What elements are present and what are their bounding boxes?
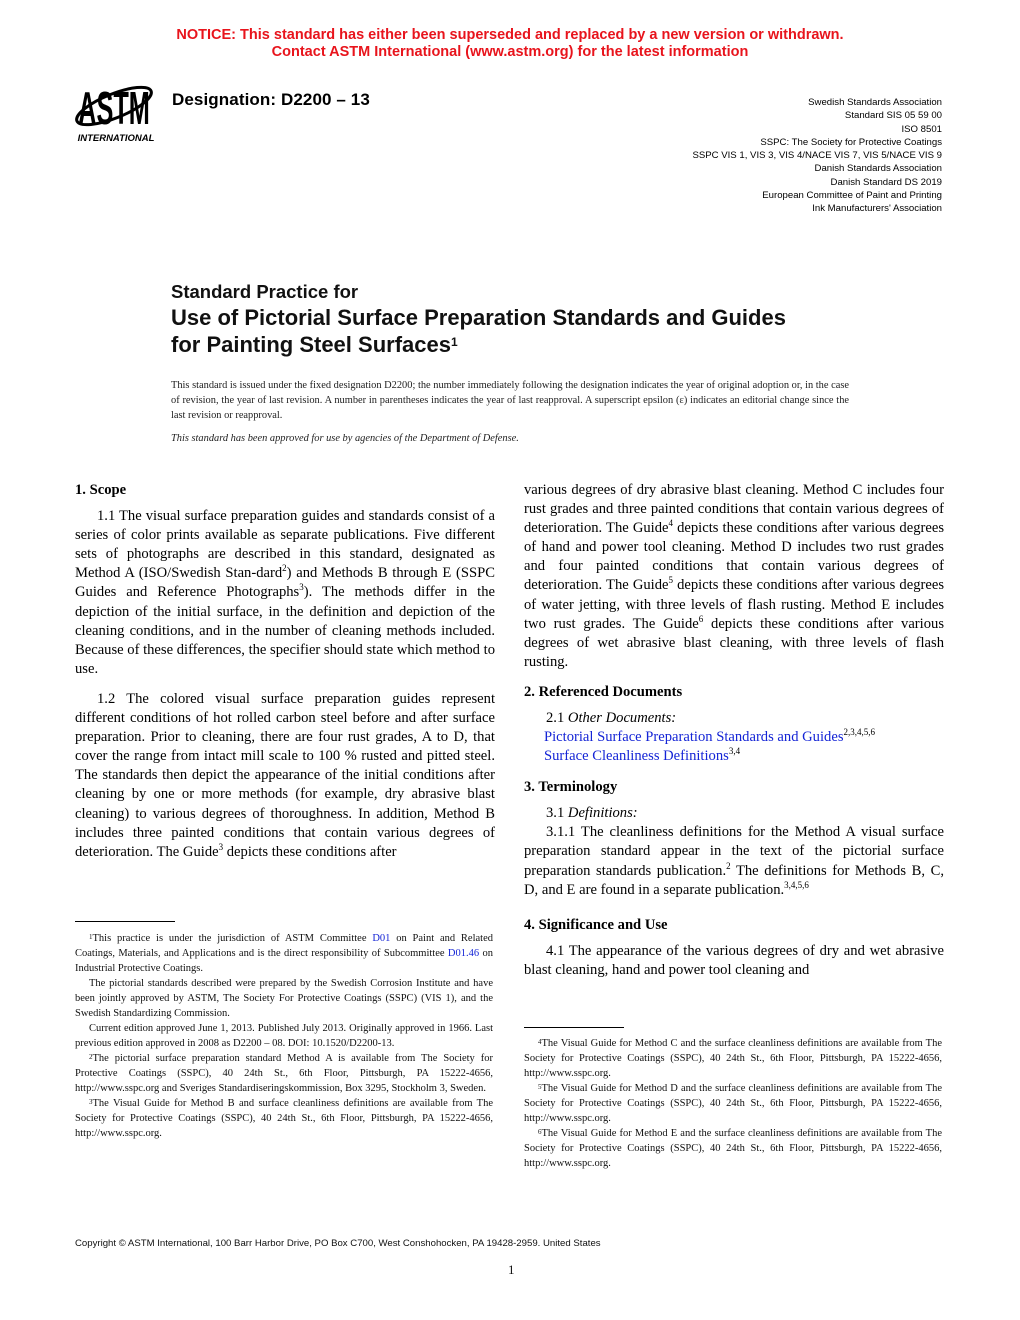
footnote-mark: 2 bbox=[89, 1053, 93, 1061]
subcommittee-link[interactable]: D01.46 bbox=[447, 948, 480, 959]
referenced-document-link[interactable]: Surface Cleanliness Definitions bbox=[544, 748, 729, 765]
cross-reference-list bbox=[692, 96, 942, 216]
text-run: on Paint and Related Coatings, Materials, and Applications and is the direct responsibility of Subcommittee bbox=[75, 933, 493, 959]
text-run: ). The methods differ in the depiction of the initial surface, in the definition and depiction of the cleaning conditions, and in the number of cleaning methods included. Because of these differences, the specifier should state which method to use. bbox=[75, 584, 495, 677]
subsection-label: Other Documents: bbox=[567, 710, 677, 727]
footnote-ref[interactable]: 3,4 bbox=[728, 746, 741, 757]
right-column bbox=[524, 481, 944, 980]
footnote-2 bbox=[75, 1051, 493, 1096]
cross-ref-item: Ink Manufacturers' Association bbox=[812, 203, 942, 215]
paragraph-1-1 bbox=[75, 507, 495, 679]
cross-ref-item: SSPC: The Society for Protective Coatings bbox=[760, 136, 942, 148]
cross-ref-item: Danish Standards Association bbox=[814, 163, 942, 175]
text-run: The definitions for Methods B, C, D, and E are found in a separate publication. bbox=[524, 862, 944, 898]
text-run: The Visual Guide for Method D and the surface cleanliness definitions are available from The Society for Protective Coatings (SSPC), 40 24th St., 6th Floor, Pittsburgh, PA 15222-4656, http://www.sspc.org. bbox=[524, 1083, 942, 1124]
title-line-2-text: for Painting Steel Surfaces bbox=[171, 332, 451, 357]
footnote-mark: 3 bbox=[89, 1098, 93, 1106]
referenced-document-item bbox=[544, 747, 944, 766]
designation: Designation: D2200 – 13 bbox=[172, 90, 370, 109]
text-run: depicts these conditions after various degrees of hand and power tool cleaning. Method D includes two rust grades and four painted conditions that contain various degrees of deterioration. The Guide bbox=[524, 520, 944, 594]
cross-ref-item: Danish Standard DS 2019 bbox=[830, 176, 942, 188]
text-run: 3.1.1 The cleanliness definitions for the Method A visual surface preparation standard appear in the text of the pictorial surface preparation standards publication. bbox=[524, 824, 944, 879]
footnote-ref[interactable]: 2 bbox=[282, 563, 287, 574]
title-footnote-mark: 1 bbox=[450, 335, 458, 349]
subsection-3-1 bbox=[524, 804, 944, 823]
document-title bbox=[171, 280, 786, 358]
footnote-1-para-3: Current edition approved June 1, 2013. Published July 2013. Originally approved in 1966. Last previous edition approved in 2008 as D2200 – 08. DOI: 10.1520/D2200-13. bbox=[75, 1023, 493, 1049]
footnote-6 bbox=[524, 1126, 942, 1171]
text-run: 1.1 The visual surface preparation guides and standards consist of a series of color prints available as separate publications. Five different sets of photographs are described in this standard, designated as Method A (ISO/Swedish Stan-dard bbox=[75, 508, 495, 582]
paragraph-1-2-part1 bbox=[75, 690, 495, 862]
astm-logo bbox=[70, 76, 162, 144]
title-prefix: Standard Practice for bbox=[171, 281, 359, 302]
paragraph-1-2-part2 bbox=[524, 481, 944, 672]
subsection-number: 2.1 bbox=[546, 710, 565, 727]
subsection-label: Definitions: bbox=[567, 805, 638, 822]
copyright-notice: Copyright © ASTM International, 100 Barr Harbor Drive, PO Box C700, West Conshohocken, PA 19428-2959. United States bbox=[75, 1238, 601, 1249]
left-column bbox=[75, 481, 495, 862]
subsection-2-1 bbox=[524, 709, 944, 728]
footnote-ref[interactable]: 6 bbox=[698, 613, 704, 624]
footnote-ref[interactable]: 2 bbox=[726, 860, 731, 871]
text-run: on Industrial Protective Coatings. bbox=[75, 948, 493, 974]
cross-ref-item: ISO 8501 bbox=[901, 123, 942, 135]
footnote-divider bbox=[75, 921, 175, 922]
issuance-note: This standard is issued under the fixed designation D2200; the number immediately following the designation indicates the year of original adoption or, in the case of revision, the year of last revision. A number in parentheses indicates the year of last reapproval. A superscript epsilon (ε) indicates an editorial change since the last revision or reapproval. bbox=[171, 380, 849, 421]
committee-link[interactable]: D01 bbox=[372, 933, 391, 944]
footnote-5 bbox=[524, 1081, 942, 1126]
dod-approval-note: This standard has been approved for use by agencies of the Department of Defense. bbox=[171, 433, 519, 444]
footnote-3 bbox=[75, 1096, 493, 1141]
paragraph-4-1: 4.1 The appearance of the various degrees of dry and wet abrasive blast cleaning, hand and power tool cleaning and bbox=[524, 942, 944, 978]
logo-subtext: INTERNATIONAL bbox=[77, 133, 155, 144]
text-run: The Visual Guide for Method C and the surface cleanliness definitions are available from The Society for Protective Coatings (SSPC), 40 24th St., 6th Floor, Pittsburgh, PA 15222-4656, http://www.sspc.org. bbox=[524, 1038, 942, 1079]
footnote-mark: 5 bbox=[538, 1083, 542, 1091]
footnote-1-para-2: The pictorial standards described were prepared by the Swedish Corrosion Institute and have been jointly approved by ASTM, The Society For Protective Coatings (SSPC) (VIS 1), and the Swedish Standardizing Commission. bbox=[75, 978, 493, 1019]
cross-ref-item: Standard SIS 05 59 00 bbox=[844, 110, 942, 122]
footnote-mark: 1 bbox=[89, 933, 93, 941]
logo-letters: ASTM bbox=[78, 81, 150, 134]
notice-line-2: Contact ASTM International (www.astm.org) for the latest information bbox=[271, 44, 749, 60]
cross-ref-item: SSPC VIS 1, VIS 3, VIS 4/NACE VIS 7, VIS 5/NACE VIS 9 bbox=[692, 150, 942, 162]
footnote-ref[interactable]: 2,3,4,5,6 bbox=[843, 727, 875, 738]
section-heading-referenced-documents: 2. Referenced Documents bbox=[524, 683, 683, 700]
text-run: The Visual Guide for Method E and the surface cleanliness definitions are available from The Society for Protective Coatings (SSPC), 40 24th St., 6th Floor, Pittsburgh, PA 15222-4656, http://www.sspc.org. bbox=[524, 1128, 942, 1169]
footnote-ref[interactable]: 4 bbox=[668, 518, 673, 529]
withdrawn-notice bbox=[0, 27, 1020, 61]
subsection-number: 3.1 bbox=[546, 805, 565, 822]
text-run: depicts these conditions after various degrees of wet abrasive blast cleaning, with three levels of flash rusting. bbox=[524, 615, 944, 670]
text-run: ) and Methods B through E (SSPC Guides and Reference Photographs bbox=[75, 565, 495, 601]
title-line-2 bbox=[171, 331, 786, 358]
referenced-document-link[interactable]: Pictorial Surface Preparation Standards and Guides bbox=[544, 729, 844, 746]
cross-ref-item: European Committee of Paint and Printing bbox=[762, 190, 942, 202]
footnote-ref[interactable]: 3,4,5,6 bbox=[784, 879, 809, 890]
cross-ref-item: Swedish Standards Association bbox=[808, 97, 942, 108]
notice-line-1: NOTICE: This standard has either been superseded and replaced by a new version or withdrawn. bbox=[176, 27, 844, 43]
section-heading-significance: 4. Significance and Use bbox=[524, 916, 668, 933]
referenced-document-item bbox=[544, 728, 944, 747]
footnote-ref[interactable]: 3 bbox=[299, 582, 304, 593]
text-run: This practice is under the jurisdiction of ASTM Committee bbox=[92, 933, 373, 944]
paragraph-3-1-1 bbox=[524, 823, 944, 899]
text-run: depicts these conditions after various degrees of water jetting, with three levels of flash rusting. Method E includes two rust grades. The Guide bbox=[524, 577, 944, 632]
section-heading-terminology: 3. Terminology bbox=[524, 779, 618, 796]
text-run: 1.2 The colored visual surface preparation guides represent different conditions of hot rolled carbon steel before and after surface preparation. Prior to cleaning, there are four rust grades, A to D, that cover the range from intact mill scale to 100 % rusted and pitted steel. The standards then depict the appearance of the initial conditions after cleaning by one or more methods (for example, dry abrasive blast cleaning) to various degrees of thoroughness. In addition, Method B includes three painted conditions that contain various degrees of deterioration. The Guide bbox=[75, 690, 495, 860]
footnotes-left bbox=[75, 931, 493, 1141]
text-run: various degrees of dry abrasive blast cleaning. Method C includes four rust grades and three painted conditions that contain various degrees of deterioration. The Guide bbox=[524, 482, 944, 537]
footnote-1 bbox=[75, 931, 493, 976]
text-run: The pictorial surface preparation standard Method A is available from The Society for Protective Coatings (SSPC), 40 24th St., 6th Floor, Pittsburgh, PA 15222-4656, http://www.sspc.org and Sveriges Standardiseringskommission, Box 3295, Stockholm 3, Sweden. bbox=[75, 1053, 493, 1094]
footnotes-right bbox=[524, 1036, 942, 1171]
page-number: 1 bbox=[508, 1262, 515, 1277]
title-line-1: Use of Pictorial Surface Preparation Standards and Guides bbox=[171, 305, 786, 330]
astm-logo-icon bbox=[70, 76, 162, 144]
text-run: depicts these conditions after bbox=[223, 843, 397, 860]
section-heading-scope: 1. Scope bbox=[75, 482, 127, 498]
referenced-documents-list bbox=[524, 728, 944, 766]
footnote-ref[interactable]: 5 bbox=[668, 575, 673, 586]
footnote-4 bbox=[524, 1036, 942, 1081]
footnote-mark: 6 bbox=[538, 1128, 542, 1136]
footnote-ref[interactable]: 3 bbox=[218, 841, 224, 852]
footnote-divider bbox=[524, 1027, 624, 1028]
text-run: The Visual Guide for Method B and surface cleanliness definitions are available from The Society for Protective Coatings (SSPC), 40 24th St., 6th Floor, Pittsburgh, PA 15222-4656, http://www.sspc.org. bbox=[75, 1098, 493, 1139]
footnote-mark: 4 bbox=[538, 1038, 542, 1046]
